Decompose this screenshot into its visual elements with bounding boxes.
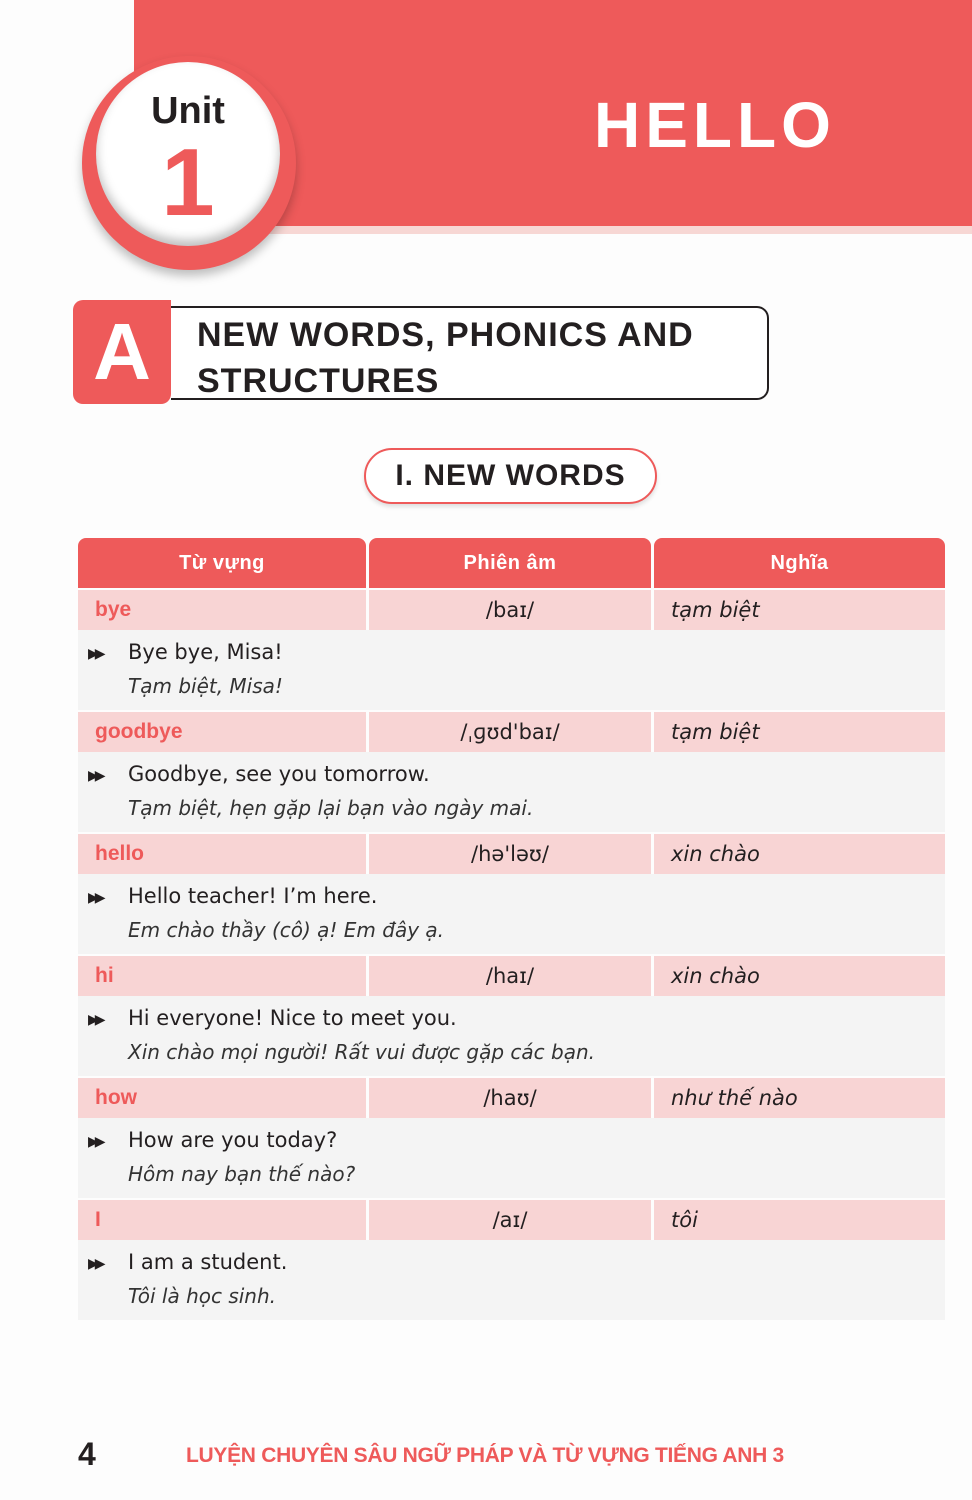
table-row: [78, 956, 945, 996]
example-english: Goodbye, see you tomorrow.: [128, 762, 430, 786]
table-row: [78, 712, 945, 752]
vocab-meaning: tôi: [654, 1200, 945, 1240]
table-header: [78, 538, 945, 588]
table-row: [78, 1078, 945, 1118]
vocab-word: how: [78, 1078, 366, 1118]
header-meaning: Nghĩa: [654, 538, 945, 588]
unit-badge-inner: [96, 62, 280, 246]
example-english: How are you today?: [128, 1128, 338, 1152]
section-title-line1: NEW WORDS, PHONICS AND: [197, 316, 694, 354]
example-row: [78, 874, 945, 954]
vocab-ipa: /haʊ/: [369, 1078, 651, 1118]
header-word: Từ vựng: [78, 538, 366, 588]
fast-forward-icon: ▶▶: [88, 1134, 102, 1150]
vocab-meaning: xin chào: [654, 956, 945, 996]
unit-number: 1: [161, 129, 215, 236]
example-vietnamese: Hôm nay bạn thế nào?: [128, 1162, 356, 1186]
vocab-ipa: /hə'ləʊ/: [369, 834, 651, 874]
vocab-ipa: /aɪ/: [369, 1200, 651, 1240]
vocab-meaning: tạm biệt: [654, 712, 945, 752]
unit-label: Unit: [151, 90, 225, 132]
fast-forward-icon: ▶▶: [88, 890, 102, 906]
example-row: [78, 996, 945, 1076]
unit-badge: [82, 56, 296, 270]
vocab-meaning: như thế nào: [654, 1078, 945, 1118]
example-english: Hi everyone! Nice to meet you.: [128, 1006, 457, 1030]
example-row: [78, 752, 945, 832]
page-number: 4: [78, 1436, 96, 1472]
table-row: [78, 834, 945, 874]
subsection-pill: [364, 448, 657, 504]
book-title: LUYỆN CHUYÊN SÂU NGỮ PHÁP VÀ TỪ VỰNG TIẾNG ANH 3: [186, 1444, 784, 1467]
section-title-box: [171, 306, 769, 400]
example-vietnamese: Em chào thầy (cô) ạ! Em đây ạ.: [128, 918, 445, 942]
subsection-title: I. NEW WORDS: [395, 459, 626, 492]
vocab-ipa: /baɪ/: [369, 590, 651, 630]
example-english: Bye bye, Misa!: [128, 640, 283, 664]
vocab-word: bye: [78, 590, 366, 630]
vocab-ipa: /haɪ/: [369, 956, 651, 996]
example-vietnamese: Xin chào mọi người! Rất vui được gặp các bạn.: [128, 1040, 595, 1064]
example-row: [78, 1118, 945, 1198]
example-english: Hello teacher! I’m here.: [128, 884, 378, 908]
section-title-line2: STRUCTURES: [197, 362, 440, 400]
fast-forward-icon: ▶▶: [88, 1256, 102, 1272]
vocab-word: goodbye: [78, 712, 366, 752]
example-vietnamese: Tôi là học sinh.: [128, 1284, 277, 1308]
vocab-meaning: tạm biệt: [654, 590, 945, 630]
vocab-word: hello: [78, 834, 366, 874]
fast-forward-icon: ▶▶: [88, 646, 102, 662]
fast-forward-icon: ▶▶: [88, 768, 102, 784]
section-title: [197, 312, 694, 404]
example-english: I am a student.: [128, 1250, 288, 1274]
unit-title: HELLO: [594, 89, 836, 161]
vocabulary-table: [78, 538, 945, 1320]
section-letter-box: [73, 300, 171, 404]
vocab-ipa: /ˌɡʊd'baɪ/: [369, 712, 651, 752]
example-row: [78, 630, 945, 710]
example-vietnamese: Tạm biệt, hẹn gặp lại bạn vào ngày mai.: [128, 796, 534, 820]
vocab-word: I: [78, 1200, 366, 1240]
table-row: [78, 1200, 945, 1240]
table-row: [78, 590, 945, 630]
vocab-meaning: xin chào: [654, 834, 945, 874]
fast-forward-icon: ▶▶: [88, 1012, 102, 1028]
vocab-word: hi: [78, 956, 366, 996]
header-ipa: Phiên âm: [369, 538, 651, 588]
example-row: [78, 1240, 945, 1320]
section-letter: A: [93, 307, 151, 396]
example-vietnamese: Tạm biệt, Misa!: [128, 674, 283, 698]
